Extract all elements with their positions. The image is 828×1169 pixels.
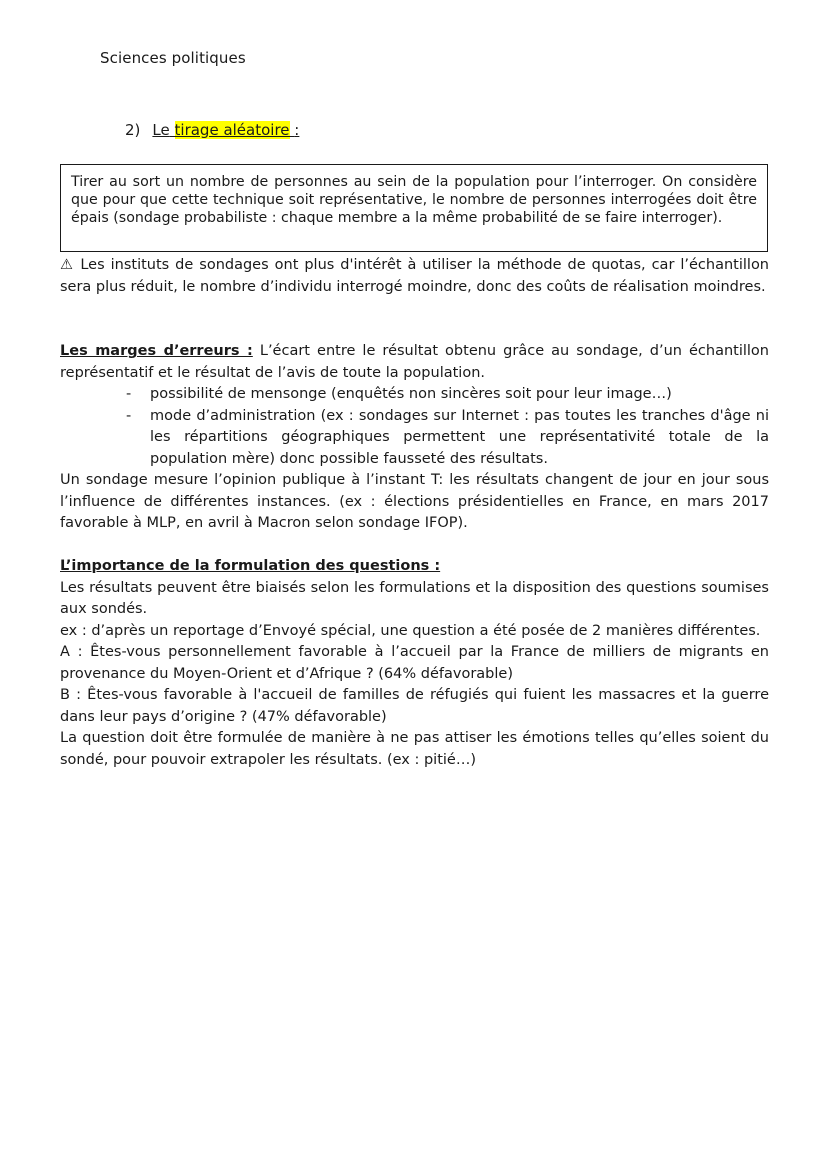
margins-title: Les marges d’erreurs : bbox=[60, 343, 253, 359]
bullet-dash: - bbox=[126, 407, 132, 424]
questions-paragraph-4: B : Êtes-vous favorable à l'accueil de familles de réfugiés qui fuient les massacres et la guerre dans leur pays d’origine ? (47% défavorable) bbox=[60, 687, 769, 725]
list-item bbox=[60, 406, 769, 471]
questions-title: L’importance de la formulation des questions : bbox=[60, 558, 441, 574]
section-heading-prefix: Le bbox=[152, 121, 170, 139]
section-number: 2) bbox=[125, 121, 141, 139]
warning-text: Les instituts de sondages ont plus d'intérêt à utiliser la méthode de quotas, car l’échantillon sera plus réduit, le nombre d’individu interrogé moindre, donc des coûts de réalisation moindres. bbox=[60, 257, 770, 295]
definition-text: Tirer au sort un nombre de personnes au sein de la population pour l’interroger. On considère que pour que cette technique soit représentative, le nombre de personnes interrogées doit être épais (sondage probabiliste : chaque membre a la même probabilité de se faire interroger). bbox=[71, 174, 757, 227]
margins-intro: L’écart entre le résultat obtenu grâce au sondage, d’un échantillon représentatif et le résultat de l’avis de toute la population. bbox=[60, 343, 769, 381]
margins-list bbox=[60, 384, 769, 470]
list-item-text: mode d’administration (ex : sondages sur Internet : pas toutes les tranches d'âge ni les répartitions géographiques permettent une représentativité totale de la population mère) donc possible fausseté des résultats. bbox=[150, 407, 769, 467]
section-heading bbox=[125, 121, 299, 139]
warning-paragraph bbox=[60, 255, 769, 298]
questions-paragraph-5: La question doit être formulée de manière à ne pas attiser les émotions telles qu’elles soient du sondé, pour pouvoir extrapoler les résultats. (ex : pitié…) bbox=[60, 730, 769, 768]
list-item-text: possibilité de mensonge (enquêtés non sincères soit pour leur image…) bbox=[150, 386, 672, 402]
questions-paragraph-3: A : Êtes-vous personnellement favorable à l’accueil par la France de milliers de migrants en provenance du Moyen-Orient et d’Afrique ? (64% défavorable) bbox=[60, 644, 769, 682]
bullet-dash: - bbox=[126, 386, 132, 402]
highlighted-term: tirage aléatoire bbox=[174, 121, 290, 139]
section-heading-suffix: : bbox=[294, 121, 300, 139]
margins-section bbox=[60, 341, 769, 535]
page-header: Sciences politiques bbox=[100, 49, 246, 67]
questions-section bbox=[60, 556, 769, 771]
definition-box bbox=[60, 164, 768, 252]
warning-icon: ⚠ bbox=[60, 257, 75, 273]
questions-paragraph-2: ex : d’après un reportage d’Envoyé spécial, une question a été posée de 2 manières différentes. bbox=[60, 622, 761, 639]
margins-after: Un sondage mesure l’opinion publique à l’instant T: les résultats changent de jour en jour sous l’influence de différentes instances. (ex : élections présidentielles en France, en mars 2017 favorable à MLP, en avril à Macron selon sondage IFOP). bbox=[60, 472, 769, 531]
list-item bbox=[60, 384, 769, 406]
questions-paragraph-1: Les résultats peuvent être biaisés selon les formulations et la disposition des questions soumises aux sondés. bbox=[60, 579, 769, 617]
